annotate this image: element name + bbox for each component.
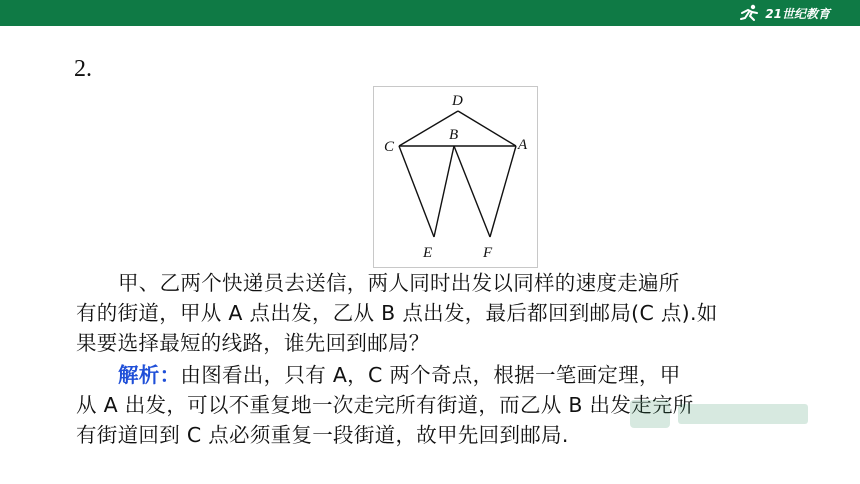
label-c: C — [384, 139, 395, 155]
brand-logo — [739, 2, 830, 24]
answer-line-1-body: 由图看出，只有 A，C 两个奇点，根据一笔画定理，甲 — [180, 363, 681, 387]
label-e: E — [423, 245, 433, 261]
question-text — [76, 268, 796, 358]
question-line-2: 有的街道，甲从 A 点出发，乙从 B 点出发，最后都回到邮局(C 点).如 — [76, 301, 718, 325]
label-b: B — [449, 127, 459, 143]
answer-line-3: 有街道回到 C 点必须重复一段街道，故甲先回到邮局. — [76, 423, 569, 447]
answer-line-1 — [76, 360, 796, 390]
answer-line-2: 从 A 出发，可以不重复地一次走完所有街道，而乙从 B 出发走完所 — [76, 393, 694, 417]
edge-da — [458, 111, 516, 146]
question-line-3: 果要选择最短的线路，谁先回到邮局？ — [76, 331, 430, 355]
answer-label: 解析： — [118, 363, 181, 387]
label-a: A — [518, 137, 528, 153]
street-diagram — [373, 86, 538, 268]
edge-bf — [454, 146, 490, 237]
graph-figure — [374, 87, 537, 267]
edge-ce — [399, 146, 434, 237]
problem-number: 2. — [74, 56, 92, 82]
label-d: D — [452, 93, 463, 109]
brand-text: 21世纪教育 — [765, 6, 830, 21]
watermark-logo — [630, 392, 820, 436]
header-bar — [0, 0, 860, 26]
edge-fa — [490, 146, 516, 237]
runner-icon — [739, 4, 761, 22]
question-line-1: 甲、乙两个快递员去送信，两人同时出发以同样的速度走遍所 — [118, 271, 680, 295]
label-f: F — [483, 245, 493, 261]
edge-eb — [434, 146, 454, 237]
